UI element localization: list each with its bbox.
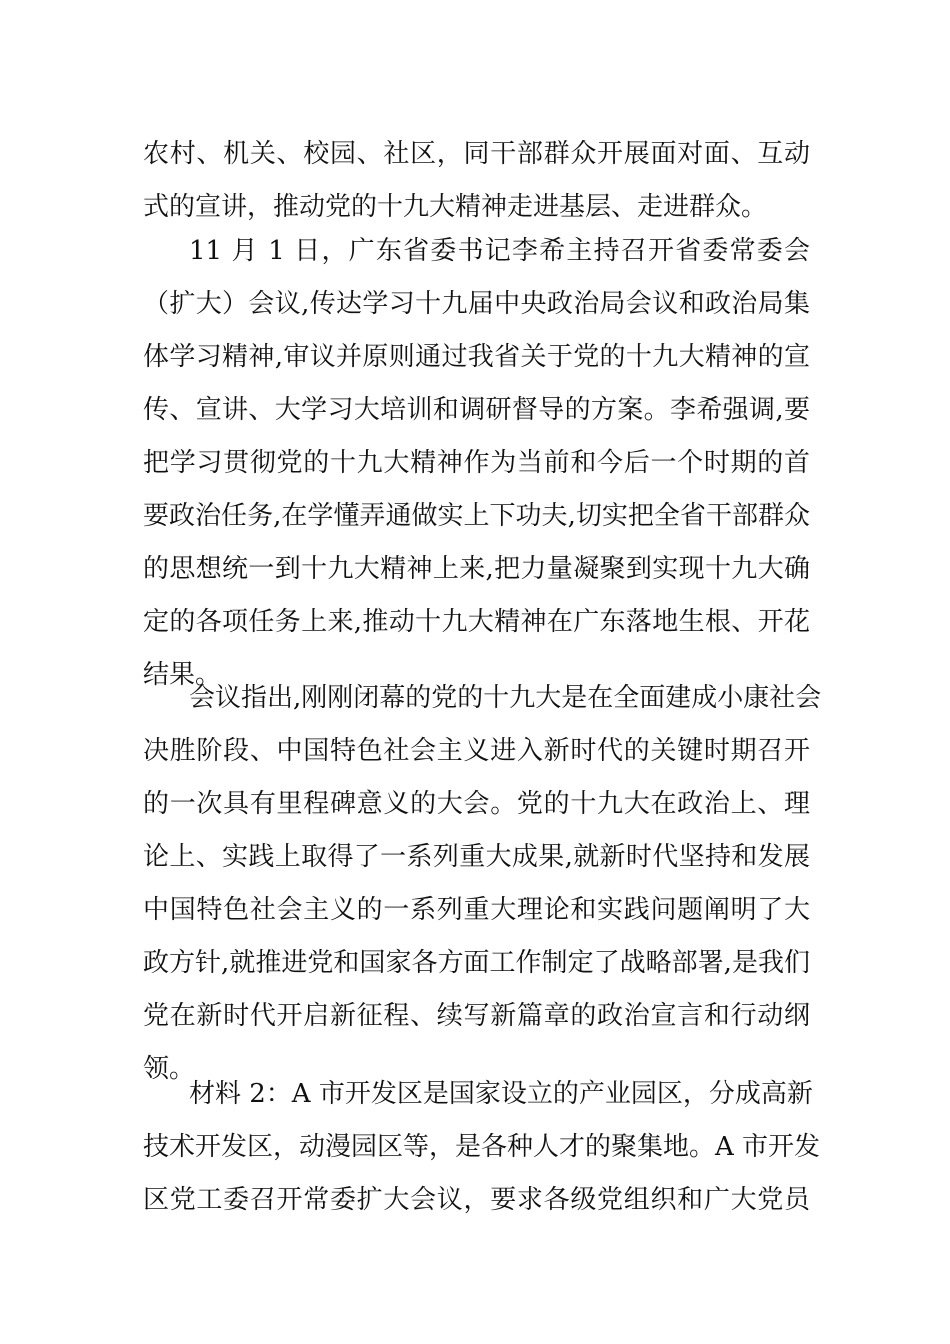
text-line: 材料 2：A 市开发区是国家设立的产业园区，分成高新 [189,1079,813,1109]
text-line: 体学习精神,审议并原则通过我省关于党的十九大精神的宣 [143,342,810,372]
text-line: 式的宣讲，推动党的十九大精神走进基层、走进群众。 [143,192,768,222]
paragraph-material-2 [143,1068,821,1227]
text-line: 把学习贯彻党的十九大精神作为当前和今后一个时期的首 [143,448,810,478]
text-line: 的思想统一到十九大精神上来,把力量凝聚到实现十九大确 [143,554,810,584]
text-line: 农村、机关、校园、社区，同干部群众开展面对面、互动 [143,139,810,169]
paragraph-continuation [143,128,810,234]
text-line: 论上、实践上取得了一系列重大成果,就新时代坚持和发展 [143,842,810,872]
text-line: 政方针,就推进党和国家各方面工作制定了战略部署,是我们 [143,948,810,978]
text-line: 领。 [143,1054,196,1084]
paragraph-meeting-conclusion [143,672,822,1096]
text-line: 技术开发区，动漫园区等，是各种人才的聚集地。A 市开发 [143,1132,821,1162]
text-line: 决胜阶段、中国特色社会主义进入新时代的关键时期召开 [143,736,810,766]
text-line: （扩大）会议,传达学习十九届中央政治局会议和政治局集 [143,289,810,319]
text-line: 11 月 1 日，广东省委书记李希主持召开省委常委会 [189,236,810,266]
paragraph-meeting-report [143,225,810,702]
text-line: 党在新时代开启新征程、续写新篇章的政治宣言和行动纲 [143,1001,810,1031]
text-line: 结果。 [143,660,222,690]
text-line: 定的各项任务上来,推动十九大精神在广东落地生根、开花 [143,607,810,637]
text-line: 的一次具有里程碑意义的大会。党的十九大在政治上、理 [143,789,810,819]
text-line: 区党工委召开常委扩大会议，要求各级党组织和广大党员 [143,1185,810,1215]
text-line: 中国特色社会主义的一系列重大理论和实践问题阐明了大 [143,895,810,925]
text-line: 传、宣讲、大学习大培训和调研督导的方案。李希强调,要 [143,395,810,425]
text-line: 要政治任务,在学懂弄通做实上下功夫,切实把全省干部群众 [143,501,810,531]
text-line: 会议指出,刚刚闭幕的党的十九大是在全面建成小康社会 [189,683,822,713]
